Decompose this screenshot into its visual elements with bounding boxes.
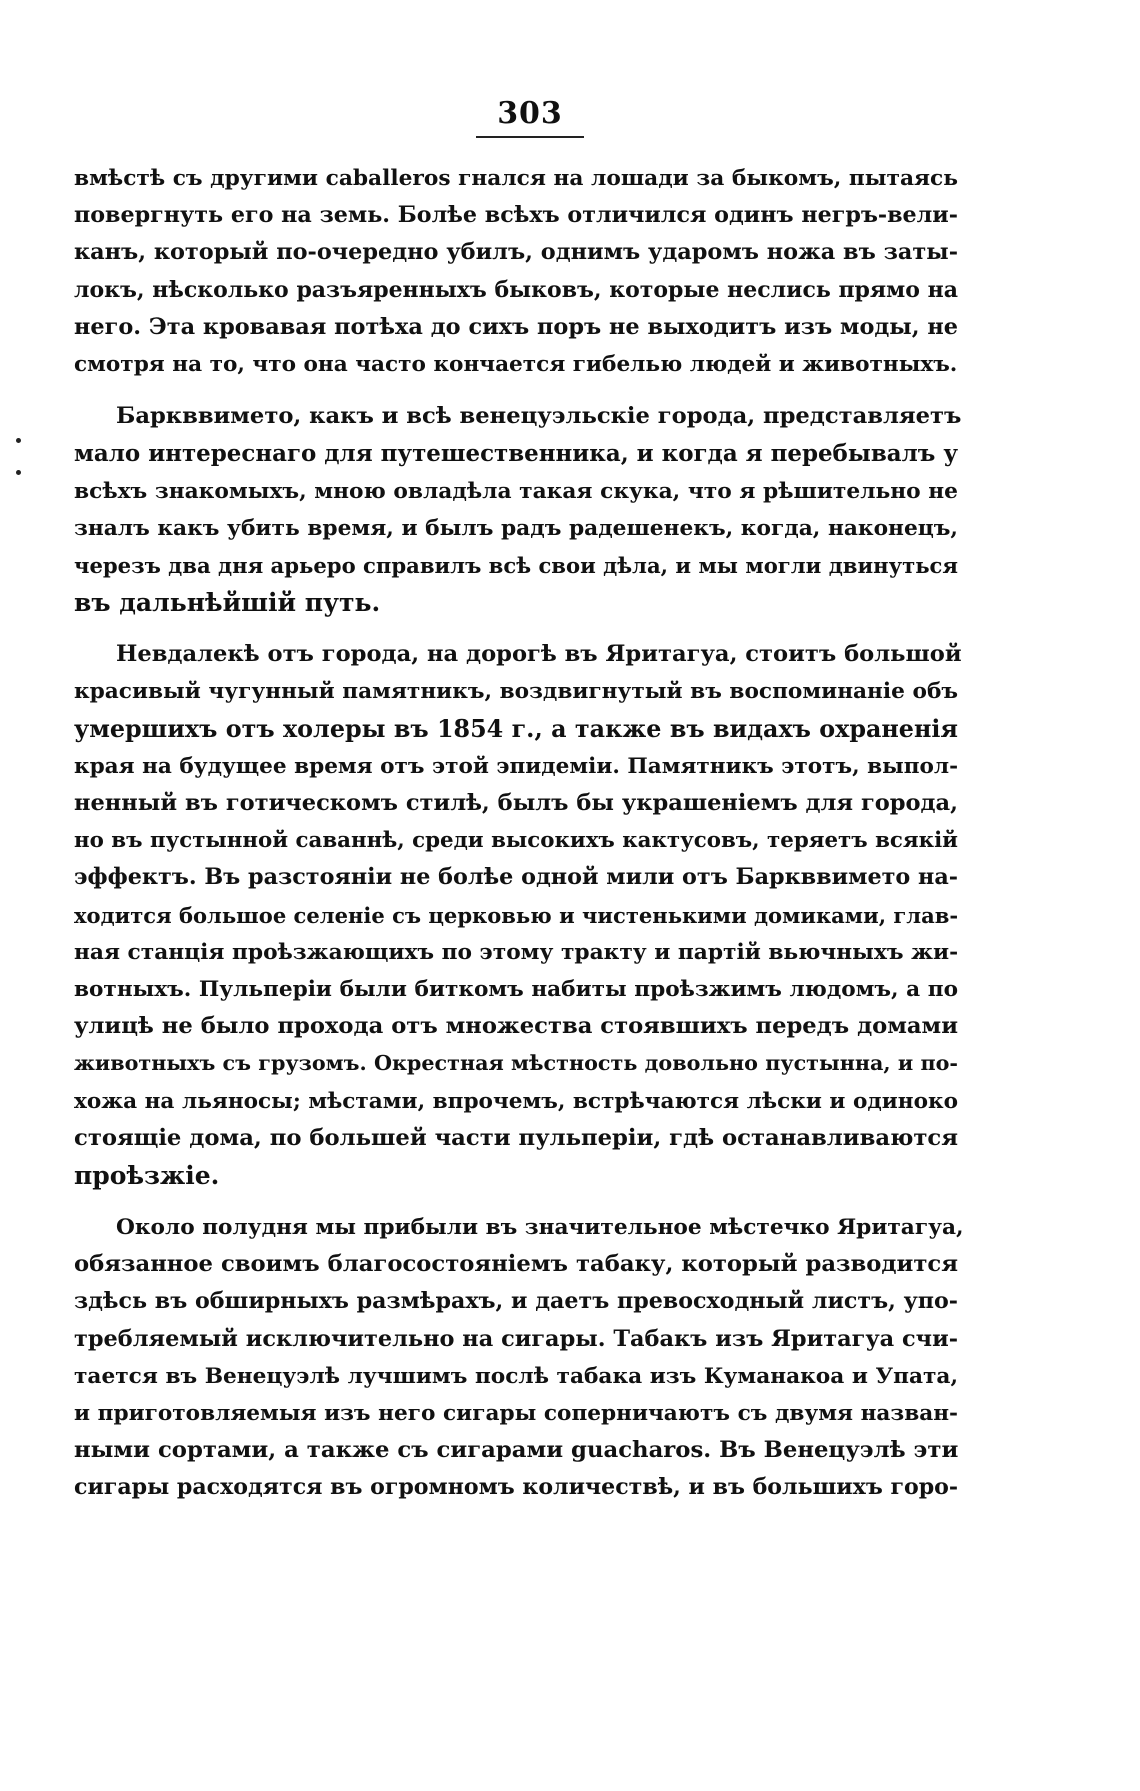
- text-line: сигары расходятся въ огромномъ количествѣ, и въ большихъ горо-: [74, 1474, 959, 1501]
- text-line: животныхъ съ грузомъ. Окрестная мѣстность довольно пустынна, и по-: [74, 1051, 958, 1076]
- text-line: вмѣстѣ съ другими caballeros гнался на лошади за быкомъ, пытаясь: [74, 166, 958, 191]
- text-line: вотныхъ. Пульперіи были биткомъ набиты проѣзжимъ людомъ, а по: [74, 976, 958, 1002]
- text-line: ными сортами, а также съ сигарами guacharos. Въ Венецуэлѣ эти: [74, 1437, 959, 1464]
- body-text: [74, 160, 964, 1507]
- text-line: красивый чугунный памятникъ, воздвигнутый въ воспоминаніе объ: [74, 679, 958, 705]
- text-line: требляемый исключительно на сигары. Табакъ изъ Яритагуа счи-: [74, 1325, 958, 1352]
- text-line: Около полудня мы прибыли въ значительное мѣстечко Яритагуа,: [116, 1215, 964, 1241]
- page-number-block: [470, 96, 590, 132]
- text-line: обязанное своимъ благосостояніемъ табаку, который разводится: [74, 1251, 958, 1278]
- text-line: зналъ какъ убить время, и былъ радъ радешенекъ, когда, наконецъ,: [74, 515, 958, 541]
- text-line: тается въ Венецуэлѣ лучшимъ послѣ табака изъ Куманакоа и Упата,: [74, 1363, 958, 1389]
- text-line: повергнуть его на земь. Болѣе всѣхъ отличился одинъ негръ-вели-: [74, 202, 958, 229]
- text-line: всѣхъ знакомыхъ, мною овладѣла такая скука, что я рѣшительно не: [74, 478, 958, 504]
- text-line: канъ, который по-очередно убилъ, однимъ ударомъ ножа въ заты-: [74, 239, 958, 266]
- text-line: мало интереснаго для путешественника, и когда я перебывалъ у: [74, 440, 958, 468]
- text-line: стоящіе дома, по большей части пульперіи, гдѣ останавливаются: [74, 1124, 958, 1151]
- margin-dot-mark: [16, 470, 21, 475]
- text-line: умершихъ отъ холеры въ 1854 г., а также въ видахъ охраненія: [74, 714, 958, 743]
- text-line: улицѣ не было прохода отъ множества стоявшихъ передъ домами: [74, 1013, 958, 1040]
- text-line: въ дальнѣйшій путь.: [74, 588, 381, 618]
- paragraph: [74, 636, 962, 1194]
- text-line: но въ пустынной саваннѣ, среди высокихъ кактусовъ, теряетъ всякій: [74, 828, 958, 854]
- page-number-rule: [476, 136, 584, 138]
- text-line: Баркввимето, какъ и всѣ венецуэльскіе города, представляетъ: [116, 403, 962, 430]
- text-line: края на будущее время отъ этой эпидеміи. Памятникъ этотъ, выпол-: [74, 753, 959, 779]
- paragraph: [74, 398, 962, 621]
- text-line: и приготовляемыя изъ него сигары соперничаютъ съ двумя назван-: [74, 1401, 958, 1426]
- text-line: проѣзжіе.: [74, 1160, 220, 1190]
- text-line: ная станція проѣзжающихъ по этому тракту и партій вьючныхъ жи-: [74, 939, 959, 965]
- page-number: 303: [497, 96, 563, 131]
- text-line: ходится большое селеніе съ церковью и чистенькими домиками, глав-: [74, 902, 959, 928]
- text-line: ненный въ готическомъ стилѣ, былъ бы украшеніемъ для города,: [74, 790, 958, 816]
- text-line: эффектъ. Въ разстояніи не болѣе одной мили отъ Баркввимето на-: [74, 864, 958, 891]
- paragraph: [74, 1209, 964, 1507]
- text-line: него. Эта кровавая потѣха до сихъ поръ не выходитъ изъ моды, не: [74, 313, 958, 340]
- text-line: смотря на то, что она часто кончается гибелью людей и животныхъ.: [74, 351, 958, 377]
- text-line: Невдалекѣ отъ города, на дорогѣ въ Яритагуа, стоитъ большой: [116, 641, 962, 668]
- paragraph: [74, 160, 958, 383]
- margin-dot-mark: [16, 438, 21, 443]
- text-line: здѣсь въ обширныхъ размѣрахъ, и даетъ превосходный листъ, упо-: [74, 1288, 958, 1315]
- text-line: локъ, нѣсколько разъяренныхъ быковъ, которые неслись прямо на: [74, 276, 958, 303]
- text-line: черезъ два дня арьеро справилъ всѣ свои дѣла, и мы могли двинуться: [74, 552, 958, 578]
- text-line: хожа на льяносы; мѣстами, впрочемъ, встрѣчаются лѣски и одиноко: [74, 1088, 958, 1114]
